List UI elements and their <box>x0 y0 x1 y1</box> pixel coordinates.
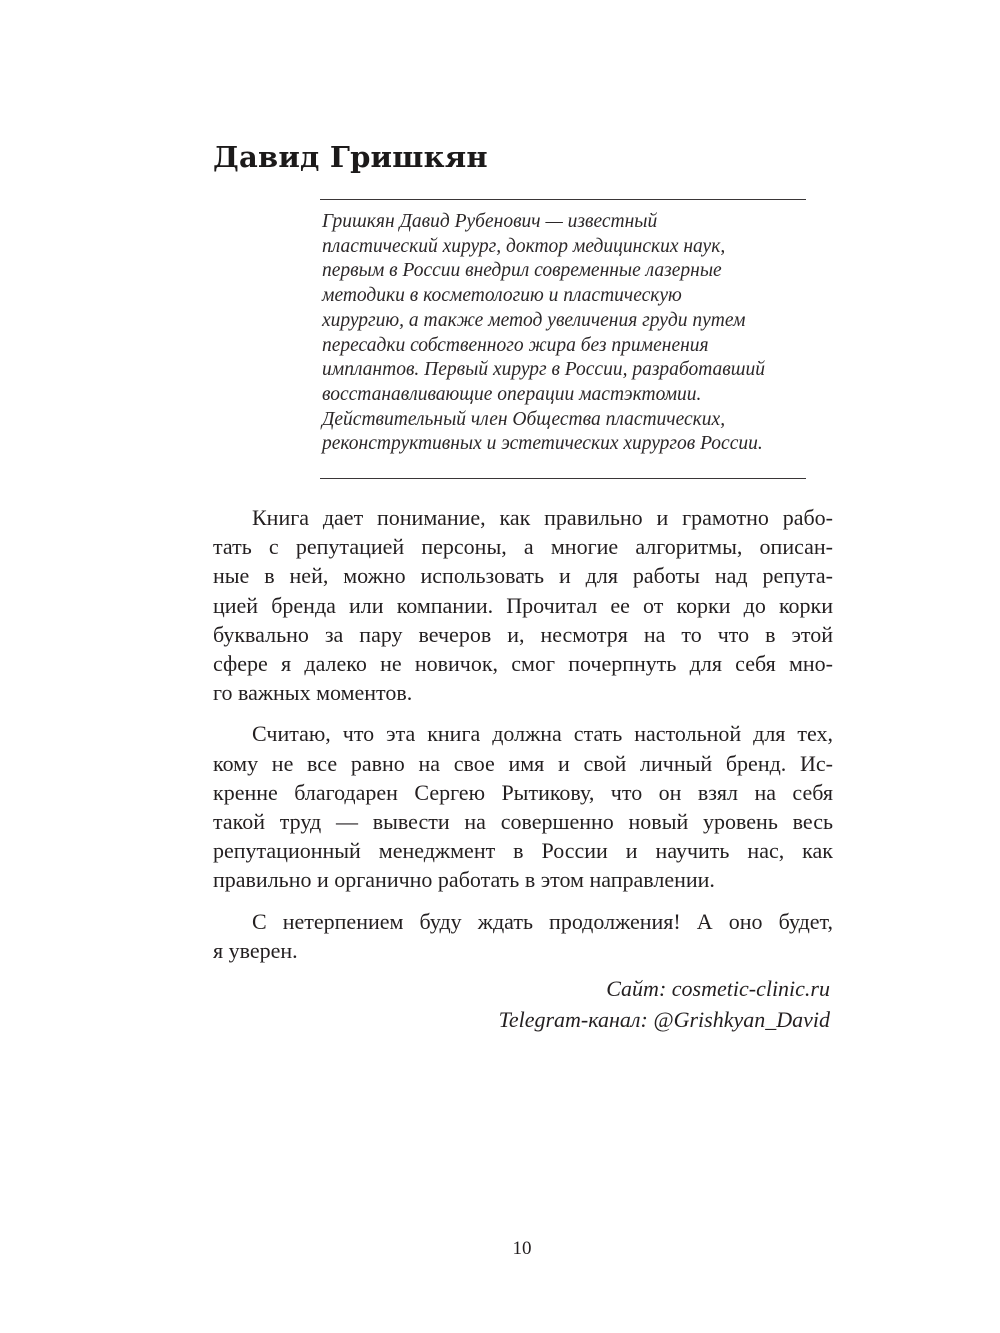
review-paragraph-3 <box>213 907 833 965</box>
website-link[interactable]: Сайт: cosmetic-clinic.ru <box>606 976 830 1001</box>
paragraph-line: сфере я далеко не новичок, смог почерпнуть для себя мно- <box>213 651 833 677</box>
author-signature <box>499 973 830 1035</box>
bio-line: пересадки собственного жира без применения <box>322 334 709 356</box>
paragraph-line: буквально за пару вечеров и, несмотря на то что в этой <box>213 621 833 647</box>
bio-line: имплантов. Первый хирург в России, разработавший <box>322 359 765 381</box>
review-body <box>213 503 833 977</box>
paragraph-line: Книга дает понимание, как правильно и грамотно рабо- <box>252 505 833 530</box>
paragraph-line: кренне благодарен Сергею Рытикову, что он взял на себя <box>213 779 833 805</box>
paragraph-line: тать с репутацией персоны, а многие алгоритмы, описан- <box>213 534 833 560</box>
bio-line: методики в косметологию и пластическую <box>322 285 682 307</box>
paragraph-line: го важных моментов. <box>213 680 413 706</box>
paragraph-line: правильно и органично работать в этом направлении. <box>213 867 715 893</box>
page-number: 10 <box>512 1238 532 1259</box>
bio-line: пластический хирург, доктор медицинских наук, <box>322 235 726 257</box>
bio-line: хирургию, а также метод увеличения груди путем <box>322 309 746 331</box>
paragraph-line: репутационный менеджмент в России и научить нас, как <box>213 838 833 864</box>
paragraph-line: я уверен. <box>213 937 298 963</box>
paragraph-line: Считаю, что эта книга должна стать настольной для тех, <box>252 721 833 747</box>
bio-line: восстанавливающие операции мастэктомии. <box>322 383 702 405</box>
bio-line: Действительный член Общества пластических, <box>322 408 726 430</box>
bio-line: Гришкян Давид Рубенович — известный <box>322 211 658 232</box>
telegram-channel-link[interactable]: Telegram-канал: @Grishkyan_David <box>498 1007 830 1032</box>
paragraph-line: такой труд — вывести на совершенно новый уровень весь <box>213 809 833 835</box>
review-paragraph-1 <box>213 503 833 707</box>
paragraph-line: С нетерпением буду ждать продолжения! А оно будет, <box>252 908 833 934</box>
paragraph-line: цией бренда или компании. Прочитал ее от корки до корки <box>213 592 833 618</box>
bio-line: реконструктивных и эстетических хирургов России. <box>322 433 763 455</box>
bio-line: первым в России внедрил современные лазерные <box>322 260 722 282</box>
paragraph-line: ные в ней, можно использовать и для работы над репута- <box>213 563 833 589</box>
paragraph-line: кому не все равно на свое имя и свой личный бренд. Ис- <box>213 750 833 776</box>
bio-top-rule <box>320 199 806 200</box>
bio-bottom-rule <box>320 478 806 479</box>
author-name-heading: Давид Гришкян <box>213 140 488 174</box>
author-bio <box>322 210 842 457</box>
review-paragraph-2 <box>213 719 833 894</box>
